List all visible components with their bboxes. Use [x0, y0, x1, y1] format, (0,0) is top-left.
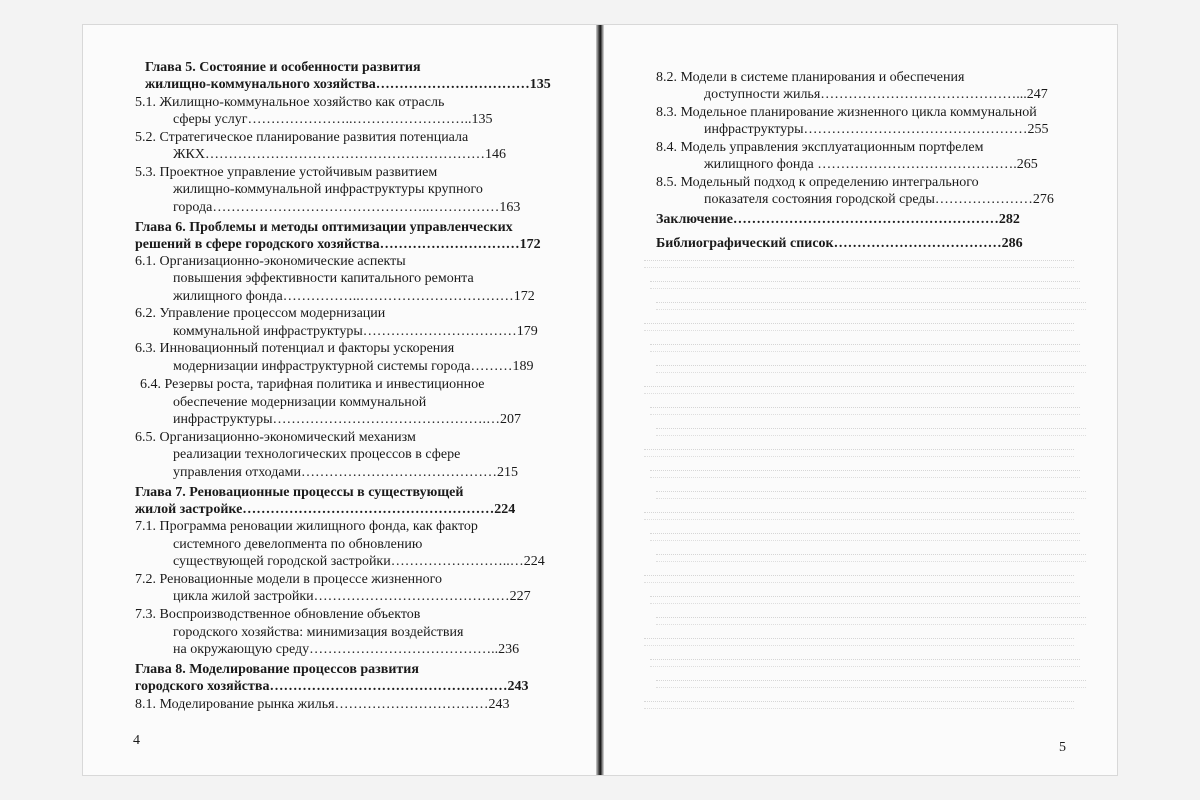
toc-section-line: повышения эффективности капитального ремонта — [173, 271, 474, 286]
toc-section-line: 8.1. Моделирование рынка жилья……………………………243 — [135, 697, 510, 712]
toc-section-line: управления отходами……………………………………215 — [173, 465, 518, 480]
toc-chapter-line: решений в сфере городского хозяйства…………………………172 — [135, 237, 541, 252]
toc-section-line: инфраструктуры…………………………………………255 — [704, 122, 1049, 137]
toc-section-line: инфраструктуры……………………………………….…207 — [173, 412, 522, 427]
bleed-line — [650, 281, 1080, 289]
toc-chapter-line: Глава 8. Моделирование процессов развития — [135, 662, 419, 677]
page-number-right: 5 — [1059, 740, 1066, 755]
toc-section-line: цикла жилой застройки……………………………………227 — [173, 589, 531, 604]
bleed-line — [650, 659, 1080, 667]
bleed-line — [656, 302, 1086, 310]
toc-section-line: существующей городской застройки……………………..…224 — [173, 554, 545, 569]
toc-section-line: 8.3. Модельное планирование жизненного цикла коммунальной — [656, 105, 1037, 120]
bleed-line — [656, 365, 1086, 373]
toc-section-line: 5.1. Жилищно-коммунальное хозяйство как отрасль — [135, 95, 445, 110]
bleed-line — [644, 386, 1074, 394]
toc-section-line: на окружающую среду…………………………………..236 — [173, 642, 520, 657]
toc-section-line: реализации технологических процессов в сфере — [173, 447, 461, 462]
bleed-line — [644, 323, 1074, 331]
toc-section-line: жилищно-коммунальной инфраструктуры крупного — [173, 182, 483, 197]
toc-section-line: обеспечение модернизации коммунальной — [173, 395, 427, 410]
book-gutter — [596, 25, 604, 775]
bleed-line — [656, 428, 1086, 436]
bleed-line — [650, 533, 1080, 541]
toc-section-line: 7.2. Реновационные модели в процессе жизненного — [135, 572, 443, 587]
bleed-line — [644, 638, 1074, 646]
toc-section-line: сферы услуг…………………..……………………..135 — [173, 112, 493, 127]
toc-section-line: 8.2. Модели в системе планирования и обеспечения — [656, 70, 965, 85]
toc-section-line: 6.1. Организационно-экономические аспекты — [135, 254, 406, 269]
toc-section-line: 6.4. Резервы роста, тарифная политика и инвестиционное — [140, 377, 485, 392]
toc-section-line: 6.2. Управление процессом модернизации — [135, 306, 386, 321]
toc-chapter-line: Глава 5. Состояние и особенности развития — [145, 60, 421, 75]
bleed-line — [650, 344, 1080, 352]
toc-chapter-line: Глава 7. Реновационные процессы в существующей — [135, 485, 464, 500]
toc-section-line: коммунальной инфраструктуры……………………………179 — [173, 324, 538, 339]
toc-section-line: 7.3. Воспроизводственное обновление объектов — [135, 607, 421, 622]
toc-section-line: 8.5. Модельный подход к определению интегрального — [656, 175, 979, 190]
bleed-line — [644, 449, 1074, 457]
toc-section-line: города………………………………………..……………163 — [173, 200, 521, 215]
toc-section-line: городского хозяйства: минимизация воздействия — [173, 625, 464, 640]
bleed-line — [644, 701, 1074, 709]
toc-section-line: 5.2. Стратегическое планирование развития потенциала — [135, 130, 469, 145]
bleed-line — [656, 554, 1086, 562]
toc-section-line: модернизации инфраструктурной системы города………189 — [173, 359, 534, 374]
toc-chapter-line: Глава 6. Проблемы и методы оптимизации управленческих — [135, 220, 513, 235]
page-number-left: 4 — [133, 733, 140, 748]
toc-chapter-line: жилищно-коммунального хозяйства……………………………135 — [145, 77, 551, 92]
toc-section-line: показателя состояния городской среды…………………276 — [704, 192, 1054, 207]
bleed-line — [656, 680, 1086, 688]
bleed-line — [650, 470, 1080, 478]
toc-chapter-line: Библиографический список………………………………286 — [656, 236, 1023, 251]
bleed-line — [650, 407, 1080, 415]
bleed-line — [650, 596, 1080, 604]
bleed-line — [644, 260, 1074, 268]
toc-section-line: доступности жилья……………………………………...247 — [704, 87, 1048, 102]
toc-section-line: жилищного фонда …………………………………….265 — [704, 157, 1038, 172]
bleed-line — [656, 491, 1086, 499]
toc-section-line: 8.4. Модель управления эксплуатационным портфелем — [656, 140, 984, 155]
toc-section-line: 7.1. Программа реновации жилищного фонда, как фактор — [135, 519, 478, 534]
left-page — [83, 25, 596, 775]
toc-section-line: ЖКХ……………………………………………………146 — [173, 147, 506, 162]
toc-section-line: жилищного фонда……………..……………………………172 — [173, 289, 535, 304]
toc-section-line: 6.3. Инновационный потенциал и факторы ускорения — [135, 341, 455, 356]
toc-section-line: системного девелопмента по обновлению — [173, 537, 423, 552]
bleed-line — [644, 512, 1074, 520]
toc-chapter-line: жилой застройке………………………………………………224 — [135, 502, 516, 517]
toc-section-line: 5.3. Проектное управление устойчивым развитием — [135, 165, 438, 180]
toc-section-line: 6.5. Организационно-экономический механизм — [135, 430, 416, 445]
toc-chapter-line: Заключение…………………………………………………282 — [656, 212, 1020, 227]
toc-chapter-line: городского хозяйства……………………………………………243 — [135, 679, 529, 694]
bleed-line — [656, 617, 1086, 625]
right-page — [604, 25, 1117, 775]
book-spread — [83, 25, 1117, 775]
bleed-line — [644, 575, 1074, 583]
